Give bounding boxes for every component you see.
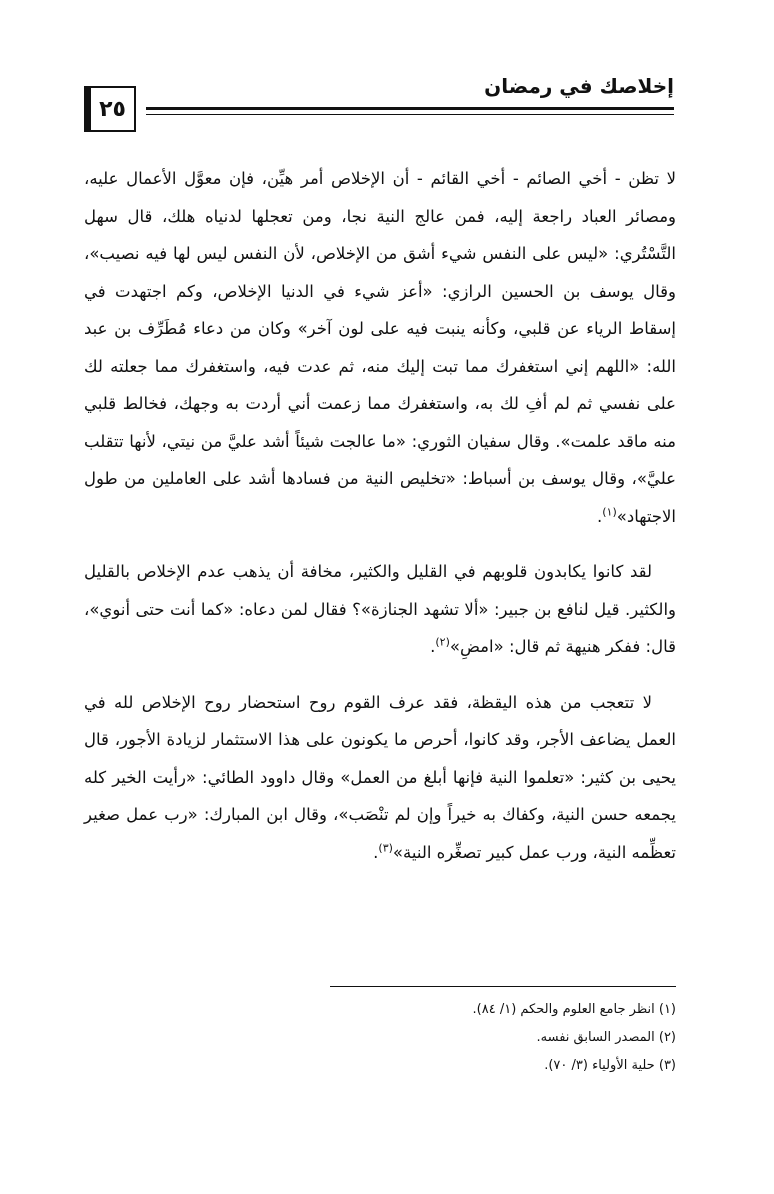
footnote-ref-1: (١) <box>602 505 617 518</box>
footnote-ref-2: (٢) <box>435 635 450 649</box>
paragraph-1: لا تظن - أخي الصائم - أخي القائم - أن الإخلاص أمر هيِّن، فإن معوَّل الأعمال عليه، ومصائر العباد راجعة إليه، فمن عالج النية نجا، ومن تعجلها لدنياه هلك، قال سهل التَّسْتُري: «ليس على النفس شيء أشق من الإخلاص، لأن النفس ليس لها فيه نصيب»، وقال يوسف بن الحسين الرازي: «أعز شيء في الدنيا الإخلاص، وكم اجتهدت في إسقاط الرياء عن قلبي، وكأنه ينبت فيه على لون آخر» وكان من دعاء مُطَرِّف بن عبد الله: «اللهم إني استغفرك مما تبت إليك منه، ثم عدت فيه، واستغفرك مما جعلته لك على نفسي ثم لم أفِ لك به، واستغفرك مما زعمت أني أردت به وجهك، فخالط قلبي منه ماقد علمت». وقال سفيان الثوري: «ما عالجت شيئاً أشد عليَّ من نيتي، لأنها تتقلب عليَّ»، وقال يوسف بن أسباط: «تخليص النية من فسادها أشد على العاملين من طول الاجتهاد»$^{(١)}$. <box>84 169 676 526</box>
running-head-title: إخلاصك في رمضان <box>484 74 674 98</box>
main-text <box>84 160 676 889</box>
paragraph-2-text: لقد كانوا يكابدون قلوبهم في القليل والكثير، مخافة أن يذهب عدم الإخلاص بالقليل والكثير. قيل لنافع بن جبير: «ألا تشهد الجنازة»؟ فقال لمن دعاه: «كما أنت حتى أنوي»، قال: ففكر هنيهة ثم قال: «امضِ» <box>84 562 676 656</box>
header-rule-thin <box>146 114 674 115</box>
footnote-ref-3: (٣) <box>378 841 393 854</box>
footnote-3: (٣) حلية الأولياء (٣/ ٧٠). <box>544 1058 676 1073</box>
footnote-separator <box>330 986 676 987</box>
page-number: ٢٥ <box>99 96 126 122</box>
footnote-2: (٢) المصدر السابق نفسه. <box>536 1030 676 1045</box>
page-header <box>84 62 674 132</box>
paragraph-3: لا تتعجب من هذه اليقظة، فقد عرف القوم روح استحضار روح الإخلاص لله في العمل يضاعف الأجر، وقد كانوا، أحرص ما يكونون على هذا الاستثمار لزيادة الأجور، قال يحيى بن كثير: «تعلموا النية فإنها أبلغ من العمل» وقال داوود الطائي: «رأيت الخير كله يجمعه حسن النية، وكفاك به خيراً وإن لم تنْصَب»، وقال ابن المبارك: «رب عمل صغير تعظِّمه النية، ورب عمل كبير تصغِّره النية»$^{(٣)}$. <box>84 692 676 862</box>
footnotes <box>276 996 676 1080</box>
page-number-box <box>84 86 136 132</box>
footnote-1: (١) انظر جامع العلوم والحكم (١/ ٨٤). <box>472 1002 676 1017</box>
paragraph-1-text: لا تظن - أخي الصائم - أخي القائم - أن الإخلاص أمر هيِّن، فإن معوَّل الأعمال عليه، ومصائر العباد راجعة إليه، فمن عالج النية نجا، ومن تعجلها لدنياه هلك، قال سهل التَّسْتُري: «ليس على النفس شيء أشق من الإخلاص، لأن النفس ليس لها فيه نصيب»، وقال يوسف بن الحسين الرازي: «أعز شيء في الدنيا الإخلاص، وكم اجتهدت في إسقاط الرياء عن قلبي، وكأنه ينبت فيه على لون آخر» وكان من دعاء مُطَرِّف بن عبد الله: «اللهم إني استغفرك مما تبت إليك منه، ثم عدت فيه، واستغفرك مما جعلته لك على نفسي ثم لم أفِ لك به، واستغفرك مما زعمت أني أردت به وجهك، فخالط قلبي منه ماقد علمت». وقال سفيان الثوري: «ما عالجت شيئاً أشد عليَّ من نيتي، لأنها تتقلب عليَّ»، وقال يوسف بن أسباط: «تخليص النية من فسادها أشد على العاملين من طول الاجتهاد» <box>84 169 676 526</box>
paragraph-2: لقد كانوا يكابدون قلوبهم في القليل والكثير، مخافة أن يذهب عدم الإخلاص بالقليل والكثير. قيل لنافع بن جبير: «ألا تشهد الجنازة»؟ فقال لمن دعاه: «كما أنت حتى أنوي»، قال: ففكر هنيهة ثم قال: «امضِ»$^{(٢)}$. <box>84 562 676 656</box>
header-rule-thick <box>146 107 674 110</box>
paragraph-3-text: لا تتعجب من هذه اليقظة، فقد عرف القوم روح استحضار روح الإخلاص لله في العمل يضاعف الأجر، وقد كانوا، أحرص ما يكونون على هذا الاستثمار لزيادة الأجور، قال يحيى بن كثير: «تعلموا النية فإنها أبلغ من العمل» وقال داوود الطائي: «رأيت الخير كله يجمعه حسن النية، وكفاك به خيراً وإن لم تنْصَب»، وقال ابن المبارك: «رب عمل صغير تعظِّمه النية، ورب عمل كبير تصغِّره النية» <box>84 692 676 862</box>
